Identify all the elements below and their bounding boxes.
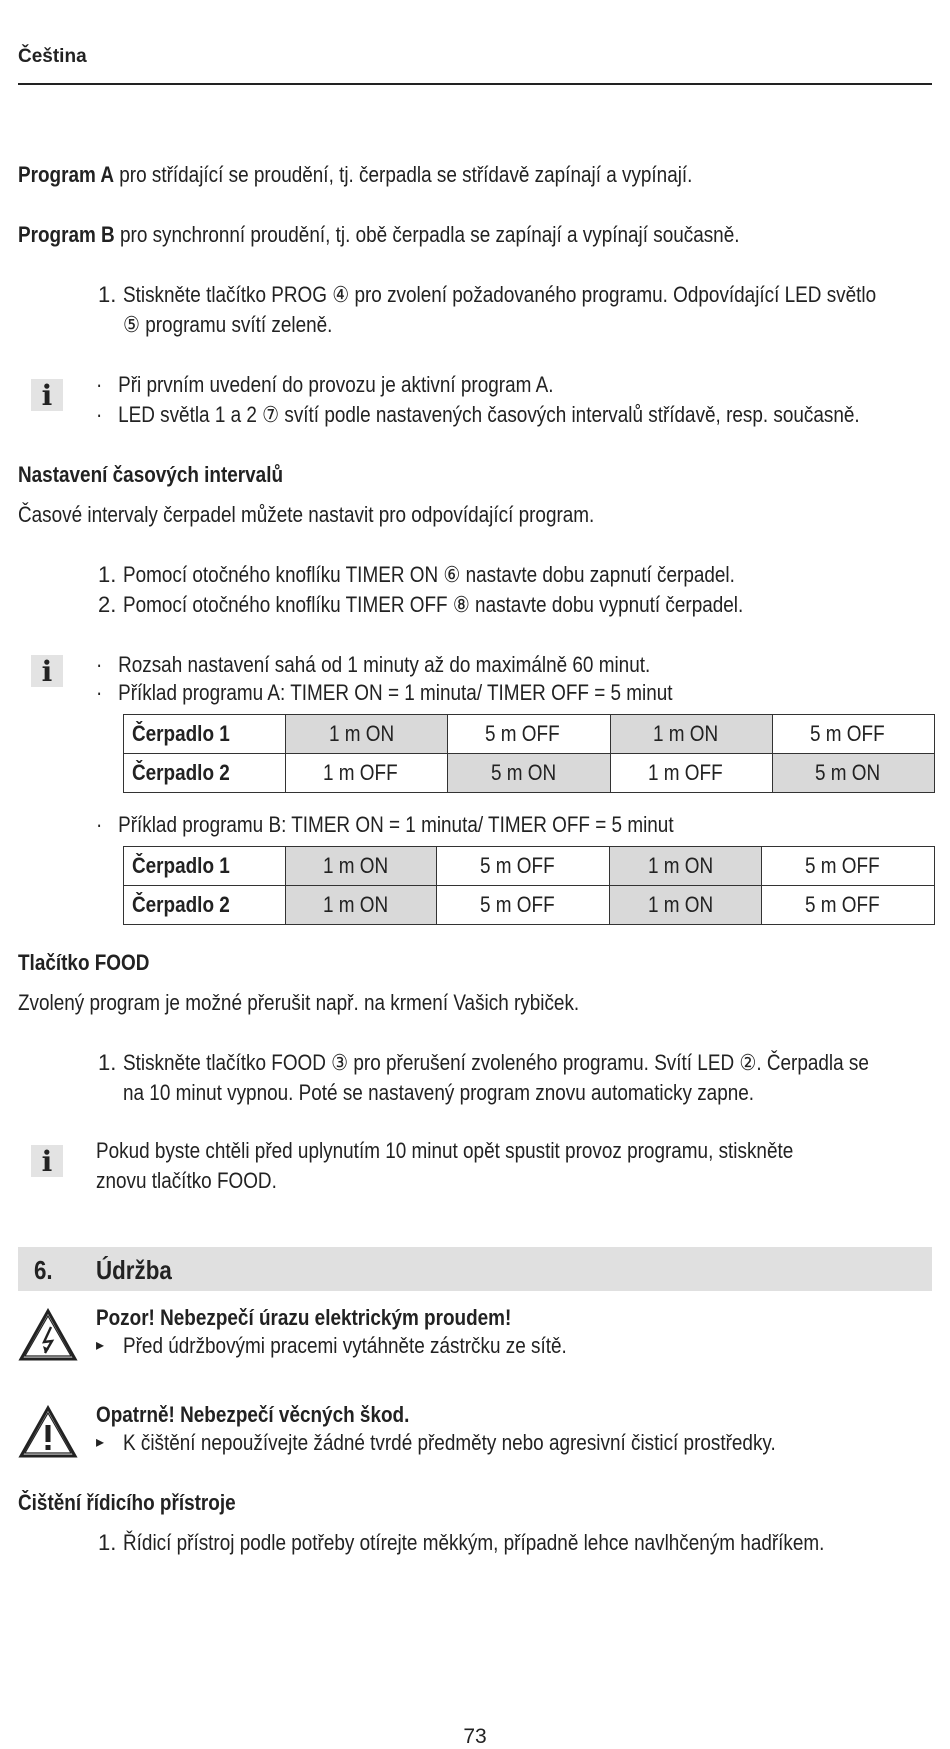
page-number: 73 [463,1725,487,1748]
table-cell: 5 m ON [772,754,934,793]
table-cell: 5 m OFF [772,715,934,754]
section-6-title: Údržba [96,1255,172,1285]
table-cell: Čerpadlo 1 [124,715,286,754]
table-row [124,754,935,793]
cleaning-heading: Čištění řídicího přístroje [18,1490,236,1515]
table-cell: 5 m ON [448,754,610,793]
cleaning-step: Řídicí přístroj podle potřeby otírejte měkkým, případně lehce navlhčeným hadříkem. [123,1530,825,1555]
timing-step1: Pomocí otočného knoflíku TIMER ON ⑥ nastavte dobu zapnutí čerpadel. [123,562,735,587]
program-b-table [123,846,935,925]
table-cell: 1 m ON [610,715,772,754]
table-cell: 1 m ON [286,886,437,925]
info1-bullet2: · LED světla 1 a 2 ⑦ svítí podle nastavených časových intervalů střídavě, resp. současně. [96,402,860,427]
warning2-text: K čištění nepoužívejte žádné tvrdé předměty nebo agresivní čisticí prostředky. [123,1430,776,1455]
table-cell: 5 m OFF [761,847,934,886]
info2-bullet1: · Rozsah nastavení sahá od 1 minuty až do maximálně 60 minut. [96,652,651,677]
info1-bullet1: · Při prvním uvedení do provozu je aktivní program A. [96,372,554,397]
program-b-line [18,222,857,248]
table-cell: 1 m ON [286,715,448,754]
food-info-line1: Pokud byste chtěli před uplynutím 10 minut opět spustit provoz programu, stiskněte [96,1138,794,1163]
caution-warning-icon [18,1405,78,1459]
table-cell: Čerpadlo 1 [124,847,286,886]
warning2-arrow: ▸ [96,1434,105,1451]
table-row [124,715,935,754]
warning2-title: Opatrně! Nebezpečí věcných škod. [96,1402,410,1427]
timing-step2: Pomocí otočného knoflíku TIMER OFF ⑧ nastavte dobu vypnutí čerpadel. [123,592,744,617]
program-b-text: pro synchronní proudění, tj. obě čerpadla se zapínají a vypínají současně. [114,222,740,247]
header-language: Čeština [18,46,87,67]
food-intro: Zvolený program je možné přerušit např. na krmení Vašich rybiček. [18,990,580,1015]
prog-step-line2: ⑤ programu svítí zeleně. [123,312,333,337]
cleaning-step-num: 1. [98,1530,117,1555]
table-cell: Čerpadlo 2 [124,886,286,925]
program-a-label: Program A [18,162,115,187]
section-6-num: 6. [34,1255,53,1285]
prog-step-line1: Stiskněte tlačítko PROG ④ pro zvolení požadovaného programu. Odpovídající LED světlo [123,282,877,307]
table-cell: 5 m OFF [448,715,610,754]
table-cell: Čerpadlo 2 [124,754,286,793]
table-cell: 5 m OFF [437,847,610,886]
info-icon: i [31,1145,63,1177]
table-cell: 1 m OFF [610,754,772,793]
food-info-line2: znovu tlačítko FOOD. [96,1168,277,1193]
info-icon: i [31,379,63,411]
food-step-line2: na 10 minut vypnou. Poté se nastavený program znovu automaticky zapne. [123,1080,755,1105]
warning1-arrow: ▸ [96,1337,105,1354]
prog-step-num: 1. [98,282,117,307]
food-step-num: 1. [98,1050,117,1075]
table-cell: 1 m ON [286,847,437,886]
timing-heading: Nastavení časových intervalů [18,462,284,487]
warning1-title: Pozor! Nebezpečí úrazu elektrickým proudem! [96,1305,512,1330]
program-a-table [123,714,935,793]
timing-step1-num: 1. [98,562,117,587]
food-heading: Tlačítko FOOD [18,950,150,975]
program-a-text: pro střídající se proudění, tj. čerpadla se střídavě zapínají a vypínají. [114,162,693,187]
table-cell: 1 m ON [610,886,761,925]
info2-bullet3: · Příklad programu B: TIMER ON = 1 minuta/ TIMER OFF = 5 minut [96,812,674,837]
electric-warning-icon [18,1308,78,1362]
header-rule [18,83,932,85]
program-b-label: Program B [18,222,115,247]
table-cell: 1 m OFF [286,754,448,793]
warning1-text: Před údržbovými pracemi vytáhněte zástrčku ze sítě. [123,1333,567,1358]
info2-bullet2: · Příklad programu A: TIMER ON = 1 minuta/ TIMER OFF = 5 minut [96,680,673,705]
timing-step2-num: 2. [98,592,117,617]
table-row [124,847,935,886]
timing-intro: Časové intervaly čerpadel můžete nastavit pro odpovídající program. [18,502,595,527]
table-cell: 5 m OFF [761,886,934,925]
food-step-line1: Stiskněte tlačítko FOOD ③ pro přerušení zvoleného programu. Svítí LED ②. Čerpadla se [123,1050,869,1075]
table-cell: 5 m OFF [437,886,610,925]
table-row [124,886,935,925]
program-a-line [18,162,802,188]
info-icon: i [31,655,63,687]
table-cell: 1 m ON [610,847,761,886]
